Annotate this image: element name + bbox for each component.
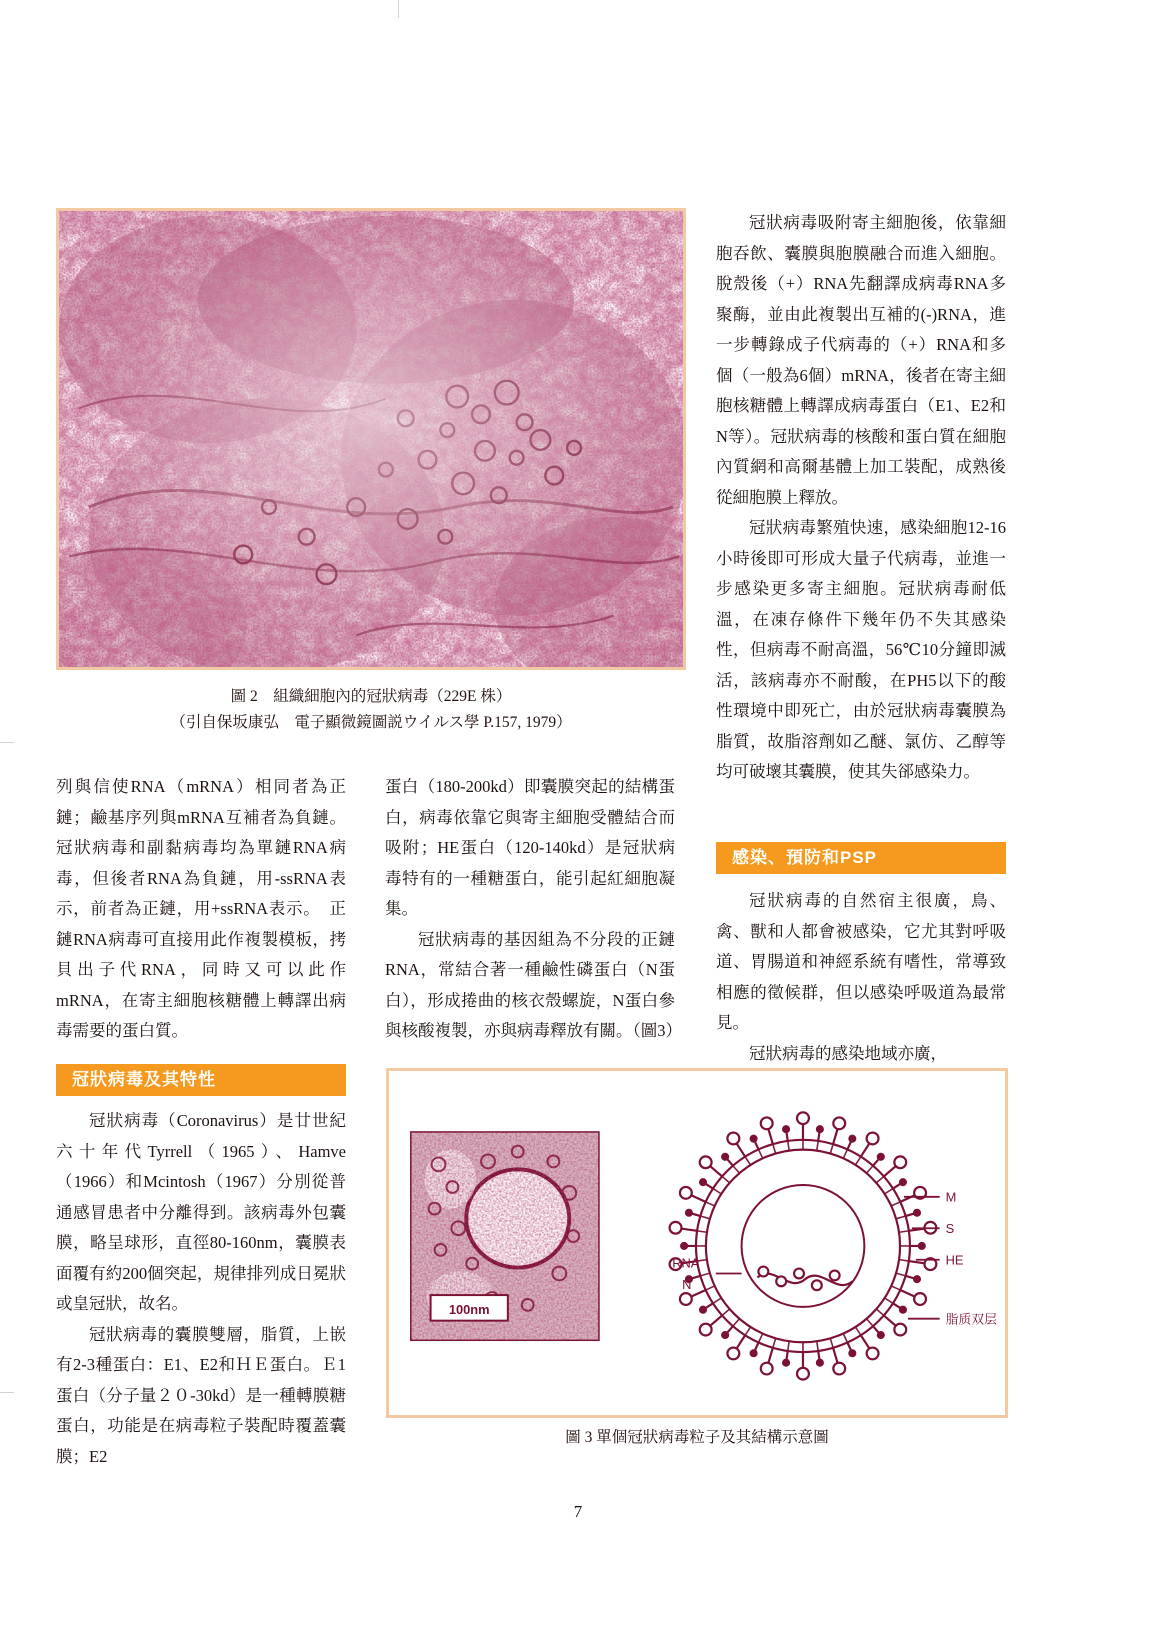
- figure-2-caption-line-2: （引自保坂康弘 電子顯微鏡圖説ウイルス學 P.157, 1979）: [170, 714, 572, 731]
- figure-3-image-frame: [386, 1068, 1008, 1418]
- paragraph: 冠狀病毒吸附寄主細胞後，依靠細胞吞飲、囊膜與胞膜融合而進入細胞。脫殼後（+）RNA先翻譯成病毒RNA多聚酶，並由此複製出互補的(-)RNA，進一步轉錄成子代病毒的（+）RNA和多個（一般為6個）mRNA，後者在寄主細胞核糖體上轉譯成病毒蛋白（E1、E2和N等）。冠狀病毒的核酸和蛋白質在細胞內質網和高爾基體上加工裝配，成熟後從細胞膜上釋放。: [716, 213, 1006, 507]
- svg-text:100nm: 100nm: [448, 1301, 490, 1317]
- label-m: M: [945, 1189, 957, 1205]
- page-number: 7: [573, 1502, 583, 1521]
- figure-2-caption-line-1: 圖 2 組織細胞內的冠狀病毒（229E 株）: [230, 688, 512, 705]
- label-he: HE: [945, 1252, 964, 1268]
- paragraph: 蛋白（180-200kd）即囊膜突起的結構蛋白，病毒依靠它與寄主細胞受體結合而吸附；HE蛋白（120-140kd）是冠狀病毒特有的一種糖蛋白，能引起紅細胞凝集。: [385, 777, 675, 918]
- body-column-right-lower: [716, 886, 1006, 1069]
- section-heading-infection-prevention: 感染、預防和PSP: [716, 842, 1006, 874]
- figure-3-caption: 圖 3 單個冠狀病毒粒子及其結構示意圖: [565, 1429, 829, 1446]
- label-lipid-bilayer: 脂质双层: [945, 1311, 998, 1327]
- figure-2-image-frame: [56, 208, 686, 670]
- crop-mark-left-lower: [0, 1392, 14, 1393]
- figure-3-diagram: [389, 1071, 1005, 1415]
- electron-micrograph-figure-2: [59, 211, 683, 667]
- body-column-middle-upper: [385, 772, 682, 1047]
- paragraph: 列與信使RNA（mRNA）相同者為正鏈；鹼基序列與mRNA互補者為負鏈。冠狀病毒和副黏病毒均為單鏈RNA病毒，但後者RNA為負鏈，用-ssRNA表示，前者為正鏈，用+ssRNA表示。 正鏈RNA病毒可直接用此作複製模板，拷貝出子代RNA，同時又可以此作mRNA，在寄主細胞核糖體上轉譯出病毒需要的蛋白質。: [56, 777, 346, 1040]
- paragraph: 冠狀病毒的自然宿主很廣，鳥、禽、獸和人都會被感染，它尤其對呼吸道、胃腸道和神經系統有嗜性，常導致相應的徵候群，但以感染呼吸道為最常見。: [716, 891, 1006, 1032]
- paragraph: 冠狀病毒的基因組為不分段的正鏈RNA，常結合著一種鹼性磷蛋白（N蛋白），形成捲曲的核衣殼螺旋，N蛋白參與核酸複製，亦與病毒釋放有關。（圖3）: [385, 929, 682, 1040]
- label-rna: RNA: [672, 1255, 700, 1271]
- body-column-right-upper: [716, 208, 1006, 788]
- crop-mark-left-upper: [0, 742, 14, 743]
- label-s: S: [945, 1221, 955, 1237]
- figure-2-caption: [56, 684, 686, 736]
- section-heading-coronavirus-characteristics: 冠狀病毒及其特性: [56, 1064, 346, 1096]
- body-column-left-upper: [56, 772, 346, 1047]
- crop-mark-top: [398, 0, 399, 18]
- label-n: N: [682, 1277, 692, 1293]
- paragraph: 冠狀病毒的囊膜雙層，脂質，上嵌有2-3種蛋白：E1、E2和ＨＥ蛋白。Ｅ1蛋白（分子量２０-30kd）是一種轉膜糖蛋白，功能是在病毒粒子裝配時覆蓋囊膜；E2: [56, 1324, 346, 1466]
- paragraph: 冠狀病毒（Coronavirus）是廿世紀六十年代Tyrrell（1965）、Hamve（1966）和Mcintosh（1967）分別從普通感冒患者中分離得到。該病毒外包囊膜，略呈球形，直徑80-160nm，囊膜表面覆有約200個突起，規律排列成日冕狀或皇冠狀，故名。: [56, 1111, 346, 1313]
- paragraph: 冠狀病毒繁殖快速，感染細胞12-16小時後即可形成大量子代病毒，並進一步感染更多寄主細胞。冠狀病毒耐低溫，在凍存條件下幾年仍不失其感染性，但病毒不耐高溫，56℃10分鐘即滅活，該病毒亦不耐酸，在PH5以下的酸性環境中即死亡，由於冠狀病毒囊膜為脂質，故脂溶劑如乙醚、氯仿、乙醇等均可破壞其囊膜，使其失郤感染力。: [716, 518, 1006, 781]
- paragraph: 冠狀病毒的感染地域亦廣，: [749, 1043, 947, 1063]
- scale-bar: [431, 1295, 508, 1321]
- body-column-left-lower: [56, 1106, 346, 1472]
